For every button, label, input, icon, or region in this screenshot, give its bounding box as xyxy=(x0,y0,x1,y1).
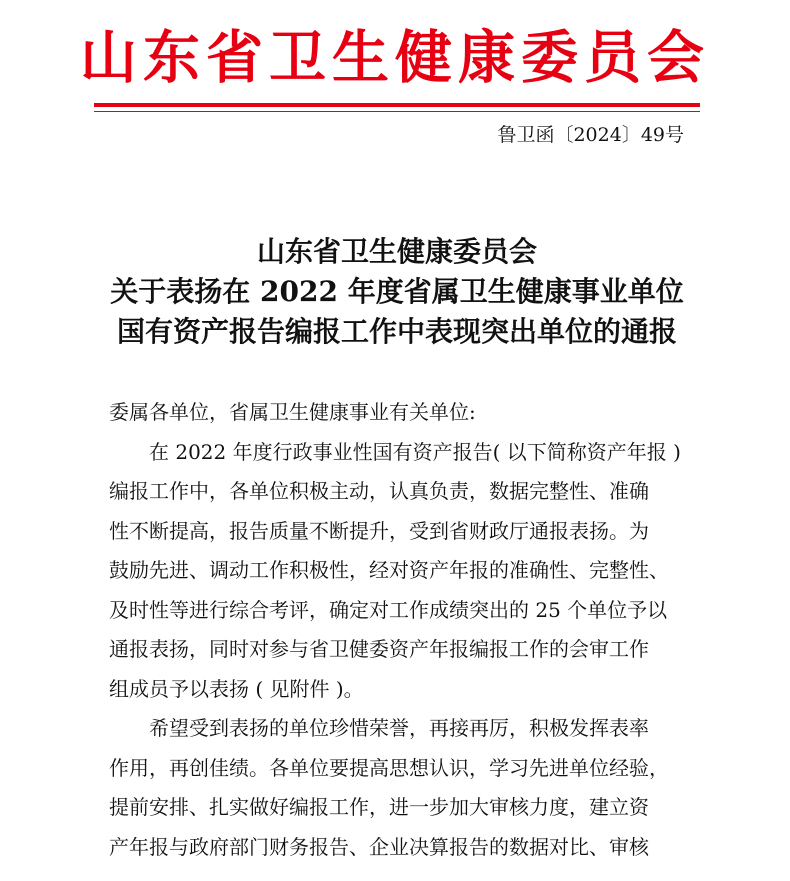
para1-line: 通报表扬，同时对参与省卫健委资产年报编报工作的会审工作 xyxy=(109,637,649,661)
para2-line: 产年报与政府部门财务报告、企业决算报告的数据对比、审核 xyxy=(109,834,649,859)
document-title xyxy=(94,232,700,352)
red-rule-thin xyxy=(94,111,700,112)
para2-line: 作用，再创佳绩。各单位要提高思想认识，学习先进单位经验， xyxy=(109,755,669,780)
para1-line: 编报工作中，各单位积极主动，认真负责，数据完整性、准确 xyxy=(109,479,649,503)
title-line-2: 关于表扬在 2022 年度省属卫生健康事业单位 xyxy=(110,275,684,308)
para1-line: 在 2022 年度行政事业性国有资产报告( 以下简称资产年报 ) xyxy=(149,439,681,464)
para1-line: 及时性等进行综合考评，确定对工作成绩突出的 25 个单位予以 xyxy=(109,597,668,622)
document-number: 鲁卫函〔2024〕49号 xyxy=(497,124,684,146)
para1-line: 鼓励先进、调动工作积极性，经对资产年报的准确性、完整性、 xyxy=(109,558,669,582)
title-line-3: 国有资产报告编报工作中表现突出单位的通报 xyxy=(116,315,677,348)
para2-line: 希望受到表扬的单位珍惜荣誉，再接再厉，积极发挥表率 xyxy=(149,716,649,740)
para2-line: 提前安排、扎实做好编报工作，进一步加大审核力度，建立资 xyxy=(109,795,649,819)
masthead-org-name: 山东省卫生健康委员会 xyxy=(80,24,710,91)
para1-line: 性不断提高，报告质量不断提升，受到省财政厅通报表扬。为 xyxy=(109,518,649,543)
title-line-1: 山东省卫生健康委员会 xyxy=(256,235,537,268)
document-body xyxy=(109,393,694,867)
para1-line: 组成员予以表扬 ( 见附件 )。 xyxy=(109,676,364,701)
salutation: 委属各单位，省属卫生健康事业有关单位: xyxy=(109,400,476,424)
red-rule-thick xyxy=(94,103,700,107)
